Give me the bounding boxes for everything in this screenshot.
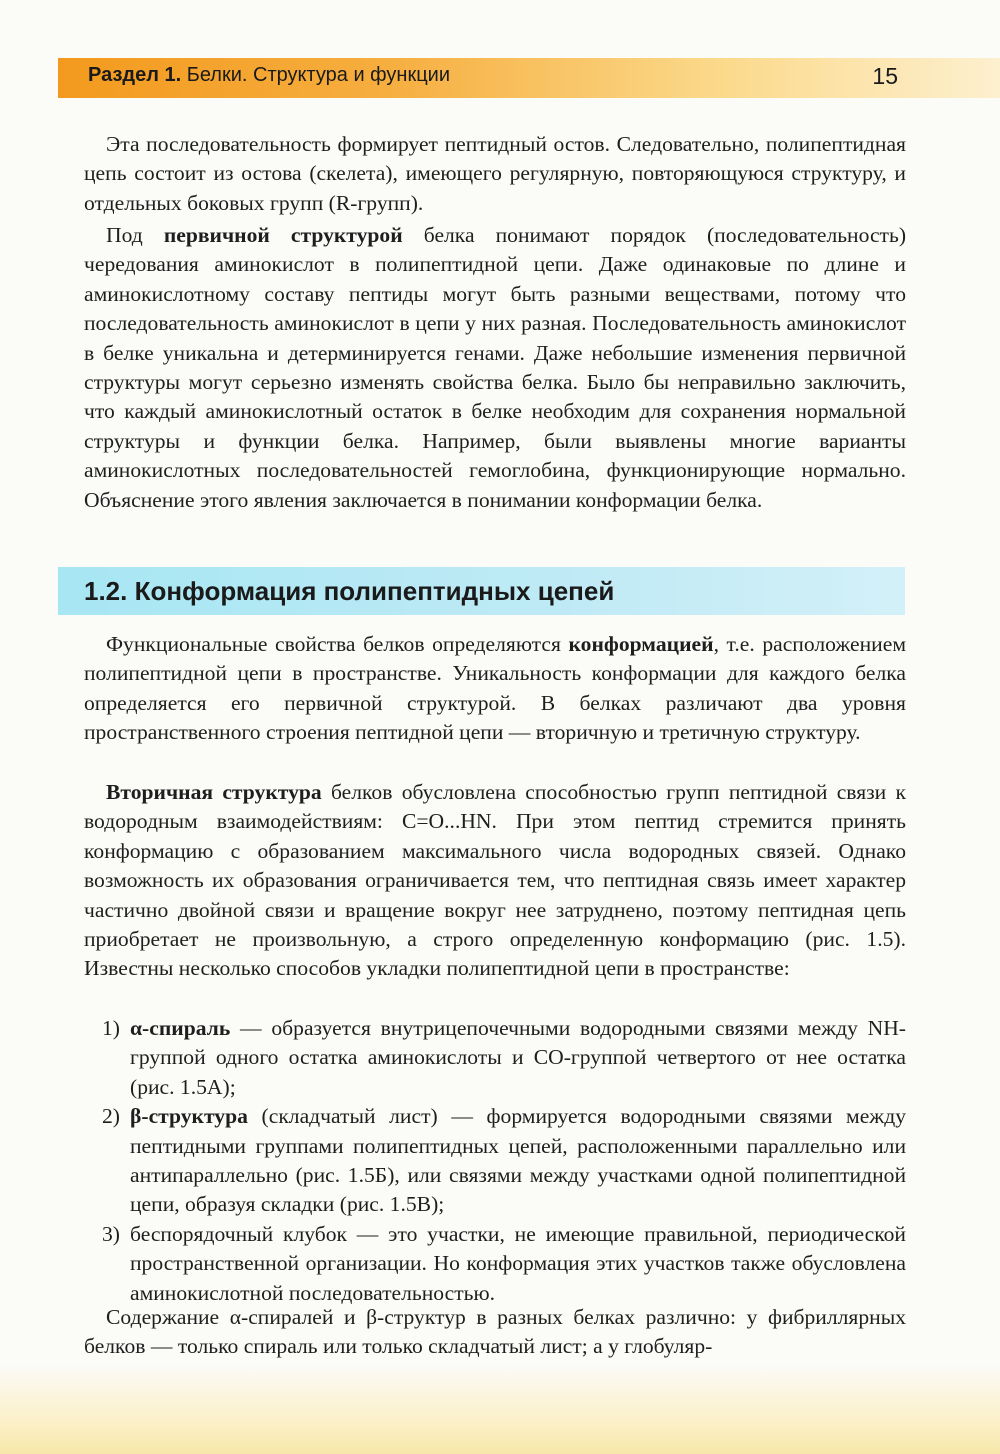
- paragraph-2-rest: белка понимают порядок (последовательность) чередования аминокислот в полипептидной цепи. Даже одинаковые по длине и аминокислотному составу пептиды могут быть разными веществами, потому что последовательность аминокислот в цепи у них разная. Последовательность аминокислот в белке уникальна и детерминируется генами. Даже небольшие изменения первичной структуры могут серьезно изменять свойства белка. Было бы неправильно заключить, что каждый аминокислотный остаток в белке необходим для сохранения нормальной структуры и функции белка. Например, были выявлены многие варианты аминокислотных последовательностей гемоглобина, функционирующие нормально. Объяснение этого явления заключается в понимании конформации белка.: [84, 223, 907, 512]
- structure-list: [102, 1014, 906, 1308]
- list-number: 1): [102, 1016, 120, 1040]
- running-header: [88, 64, 450, 87]
- term-secondary-structure: Вторичная структура: [106, 780, 322, 804]
- paragraph-5: [84, 1303, 906, 1362]
- list-item-text: беспорядочный клубок — это участки, не имеющие правильной, периодической пространственной организации. Но конформация этих участков также обусловлена аминокислотной последовательностью.: [130, 1221, 906, 1305]
- list-item: [102, 1102, 906, 1220]
- paragraph-2: [84, 221, 906, 515]
- paragraph-3: [84, 630, 906, 748]
- list-item-text: (складчатый лист) — формируется водородными связями между пептидными группами полипептидных цепей, расположенными параллельно или антипараллельно (рис. 1.5Б), или связями между участками одной полипептидной цепи, образуя складки (рис. 1.5В);: [130, 1104, 906, 1217]
- term-beta-structure: β-структура: [130, 1104, 248, 1129]
- paragraph-1: [84, 130, 906, 218]
- term-alpha-helix: α-спираль: [130, 1016, 231, 1040]
- term-conformation: конформацией: [568, 632, 714, 656]
- paragraph-3-rest: , т.е. расположением полипептидной цепи в пространстве. Уникальность конформации для каждого белка определяется его первичной структурой. В белках различают два уровня пространственного строения пептидной цепи — вторичную и третичную структуру.: [84, 632, 906, 745]
- list-item: [102, 1220, 906, 1308]
- paragraph-3-text: [84, 630, 906, 748]
- section-label: Раздел 1.: [88, 64, 182, 86]
- paragraph-5-text: Содержание α-спиралей и β-структур в разных белках различно: у фибриллярных белков — только спираль или только складчатый лист; а у глобуляр-: [84, 1305, 906, 1359]
- paragraph-4: [84, 778, 906, 984]
- list-number: 3): [102, 1221, 120, 1246]
- list-number: 2): [102, 1104, 120, 1129]
- paragraph-4-rest: белков обусловлена способностью групп пептидной связи к водородным взаимодействиям: C=O...HN. При этом пептид стремится принять конформацию с образованием максимального числа водородных связей. Однако возможность их образования ограничивается тем, что пептидная связь имеет характер частично двойной связи и вращение вокруг нее затруднено, поэтому пептидная цепь приобретает не произвольную, а строго определенную конформацию (рис. 1.5). Известны несколько способов укладки полипептидной цепи в пространстве:: [84, 780, 906, 981]
- paragraph-2-lead: Под: [106, 223, 164, 247]
- paragraph-3-lead: Функциональные свойства белков определяются: [106, 632, 569, 656]
- paragraph-2-text: [84, 221, 906, 515]
- paragraph-1-text: Эта последовательность формирует пептидный остов. Следовательно, полипептидная цепь состоит из остова (скелета), имеющего регулярную, повторяющуюся структуру, и отдельных боковых групп (R-групп).: [84, 132, 906, 215]
- term-primary-structure: первичной структурой: [163, 223, 403, 247]
- list-item: [102, 1014, 906, 1102]
- section-heading: 1.2. Конформация полипептидных цепей: [84, 576, 615, 606]
- paragraph-4-text: [84, 778, 906, 984]
- page-number: 15: [872, 63, 898, 89]
- page-bottom-fade: [0, 1364, 1000, 1454]
- list-item-text: — образуется внутрицепочечными водородными связями между NH-группой одного остатка аминокислоты и CO-группой четвертого от нее остатка (рис. 1.5А);: [130, 1016, 906, 1099]
- section-title-header: Белки. Структура и функции: [181, 64, 450, 86]
